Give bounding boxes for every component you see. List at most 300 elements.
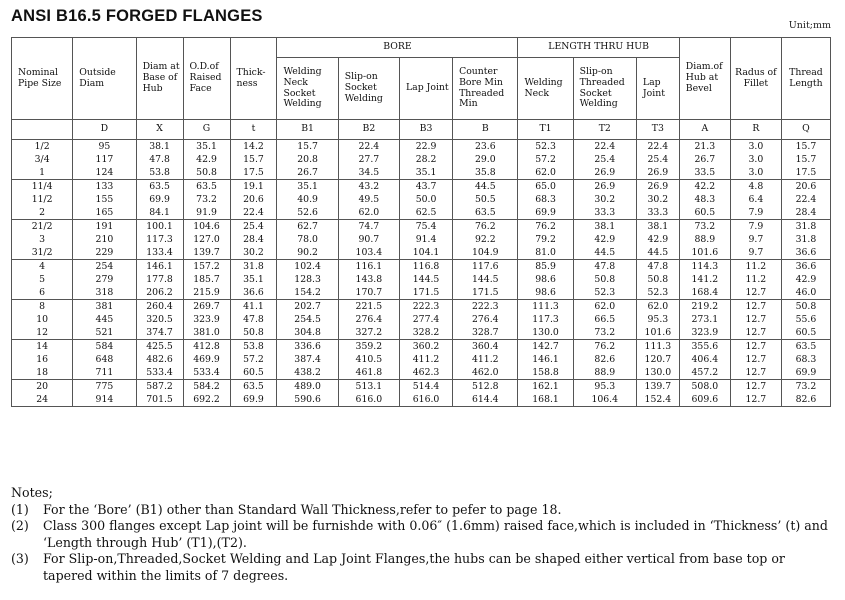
cell-value: 141.2 (691, 274, 719, 285)
header-length-thru-hub: LENGTH THRU HUB (518, 38, 679, 58)
cell-value: 104.9 (471, 247, 499, 258)
cell-value: 95.3 (594, 381, 616, 392)
cell-value: 52.3 (594, 287, 616, 298)
header-nominal-pipe-size: Nominal Pipe Size (12, 38, 73, 120)
table-cell (338, 300, 399, 340)
cell-value: 2 (39, 207, 46, 218)
table-cell (338, 380, 399, 407)
table-cell (73, 300, 136, 340)
cell-value: 12.7 (745, 287, 767, 298)
cell-value: 116.1 (355, 261, 383, 272)
cell-value: 95.3 (647, 314, 669, 325)
cell-value: 34.5 (358, 167, 380, 178)
cell-value: 30.2 (647, 194, 669, 205)
symbol-cell: B2 (338, 120, 399, 140)
cell-value: 42.9 (795, 274, 817, 285)
table-cell (781, 300, 830, 340)
table-cell (518, 380, 573, 407)
table-cell (230, 260, 277, 300)
cell-value: 60.5 (795, 327, 817, 338)
cell-value: 21/2 (31, 221, 53, 232)
cell-value: 73.2 (795, 381, 817, 392)
cell-value: 152.4 (644, 394, 672, 405)
symbol-cell: R (730, 120, 781, 140)
table-cell (338, 260, 399, 300)
cell-value: 12.7 (745, 354, 767, 365)
size-group-row (12, 220, 831, 260)
cell-value: 91.4 (415, 234, 437, 245)
cell-value: 469.9 (193, 354, 220, 365)
cell-value: 17.5 (243, 167, 264, 178)
cell-value: 381.0 (193, 327, 220, 338)
table-cell (730, 180, 781, 220)
cell-value: 127.0 (193, 234, 220, 245)
table-cell (636, 260, 679, 300)
cell-value: 219.2 (691, 301, 719, 312)
cell-value: 50.5 (474, 194, 496, 205)
cell-value: 438.2 (294, 367, 321, 378)
cell-value: 304.8 (294, 327, 321, 338)
cell-value: 69.9 (535, 207, 556, 218)
table-cell (183, 300, 230, 340)
cell-value: 35.8 (474, 167, 496, 178)
cell-value: 14 (36, 341, 49, 352)
cell-value: 75.4 (415, 221, 437, 232)
table-cell (518, 220, 573, 260)
cell-value: 279 (95, 274, 114, 285)
table-cell (73, 260, 136, 300)
cell-value: 22.4 (594, 141, 616, 152)
cell-value: 139.7 (644, 381, 672, 392)
table-cell (781, 180, 830, 220)
cell-value: 22.4 (243, 207, 264, 218)
cell-value: 146.1 (532, 354, 559, 365)
cell-value: 3.0 (748, 154, 764, 165)
table-cell (277, 300, 338, 340)
cell-value: 73.2 (196, 194, 217, 205)
note-number: (2) (11, 518, 29, 533)
symbol-cell: t (230, 120, 277, 140)
cell-value: 336.6 (294, 341, 321, 352)
cell-value: 14.2 (243, 141, 264, 152)
table-cell (183, 220, 230, 260)
cell-value: 76.2 (594, 341, 616, 352)
table-cell (730, 260, 781, 300)
cell-value: 101.6 (691, 247, 719, 258)
cell-value: 42.9 (196, 154, 217, 165)
table-cell (230, 300, 277, 340)
header-bore: BORE (277, 38, 518, 58)
cell-value: 53.8 (243, 341, 264, 352)
header-bore-b3: Lap Joint (400, 58, 453, 120)
cell-value: 42.2 (694, 181, 716, 192)
cell-value: 117.3 (146, 234, 173, 245)
cell-value: 26.9 (594, 167, 616, 178)
table-cell (679, 380, 730, 407)
cell-value: 276.4 (471, 314, 499, 325)
cell-value: 29.0 (474, 154, 496, 165)
cell-value: 9.7 (748, 234, 764, 245)
header-length-t3: Lap Joint (636, 58, 679, 120)
cell-value: 165 (95, 207, 114, 218)
cell-value: 40.9 (297, 194, 318, 205)
cell-value: 31/2 (31, 247, 53, 258)
cell-value: 616.0 (412, 394, 440, 405)
cell-value: 229 (95, 247, 114, 258)
cell-value: 168.4 (691, 287, 719, 298)
cell-value: 185.7 (193, 274, 220, 285)
table-cell (338, 180, 399, 220)
cell-value: 82.6 (795, 394, 817, 405)
cell-value: 25.4 (647, 154, 669, 165)
table-cell (679, 220, 730, 260)
cell-value: 412.8 (193, 341, 220, 352)
cell-value: 222.3 (471, 301, 499, 312)
cell-value: 36.6 (795, 261, 817, 272)
cell-value: 445 (95, 314, 114, 325)
cell-value: 46.0 (795, 287, 817, 298)
cell-value: 277.4 (412, 314, 440, 325)
cell-value: 411.2 (471, 354, 499, 365)
cell-value: 91.9 (196, 207, 217, 218)
notes-heading: Notes; (11, 485, 53, 500)
header-od-raised-face: O.D.of Raised Face (183, 38, 230, 120)
cell-value: 154.2 (294, 287, 321, 298)
cell-value: 22.4 (647, 141, 669, 152)
cell-value: 360.4 (471, 341, 499, 352)
cell-value: 15.7 (795, 154, 817, 165)
table-cell (277, 180, 338, 220)
table-cell (636, 220, 679, 260)
cell-value: 20.8 (297, 154, 318, 165)
table-cell (636, 180, 679, 220)
table-cell (781, 260, 830, 300)
table-cell (518, 140, 573, 180)
cell-value: 36.6 (795, 247, 817, 258)
cell-value: 461.8 (355, 367, 383, 378)
cell-value: 31.8 (795, 234, 817, 245)
cell-value: 355.6 (691, 341, 719, 352)
cell-value: 3.0 (748, 141, 764, 152)
table-cell (573, 300, 636, 340)
table-cell (277, 220, 338, 260)
cell-value: 323.9 (193, 314, 220, 325)
cell-value: 15.7 (297, 141, 318, 152)
cell-value: 88.9 (694, 234, 716, 245)
cell-value: 7.9 (748, 221, 764, 232)
table-cell (230, 340, 277, 380)
table-cell (781, 380, 830, 407)
table-cell (573, 380, 636, 407)
cell-value: 3/4 (34, 154, 50, 165)
cell-value: 111.3 (644, 341, 672, 352)
cell-value: 33.5 (694, 167, 716, 178)
cell-value: 50.0 (415, 194, 437, 205)
table-cell (136, 380, 183, 407)
cell-value: 914 (95, 394, 114, 405)
cell-value: 221.5 (355, 301, 383, 312)
cell-value: 508.0 (691, 381, 719, 392)
cell-value: 69.9 (243, 394, 264, 405)
table-cell (73, 380, 136, 407)
cell-value: 24 (36, 394, 49, 405)
cell-value: 775 (95, 381, 114, 392)
cell-value: 406.4 (691, 354, 719, 365)
cell-value: 146.1 (146, 261, 173, 272)
symbol-row (12, 120, 831, 140)
cell-value: 457.2 (691, 367, 719, 378)
cell-value: 28.4 (243, 234, 264, 245)
size-group-row (12, 300, 831, 340)
symbol-cell: A (679, 120, 730, 140)
cell-value: 43.7 (415, 181, 437, 192)
cell-value: 33.3 (594, 207, 616, 218)
table-cell (730, 340, 781, 380)
cell-value: 20 (36, 381, 49, 392)
cell-value: 78.0 (297, 234, 318, 245)
table-cell (338, 340, 399, 380)
cell-value: 425.5 (146, 341, 173, 352)
table-cell (636, 300, 679, 340)
cell-value: 12.7 (745, 394, 767, 405)
symbol-cell: T2 (573, 120, 636, 140)
cell-value: 12.7 (745, 301, 767, 312)
cell-value: 590.6 (294, 394, 321, 405)
cell-value: 60.5 (694, 207, 716, 218)
symbol-cell: B3 (400, 120, 453, 140)
cell-value: 462.3 (412, 367, 440, 378)
table-cell (679, 300, 730, 340)
cell-value: 28.4 (795, 207, 817, 218)
cell-value: 76.2 (535, 221, 556, 232)
cell-value: 38.1 (594, 221, 616, 232)
cell-value: 26.7 (694, 154, 716, 165)
cell-value: 11.2 (745, 274, 767, 285)
cell-value: 63.5 (196, 181, 217, 192)
cell-value: 482.6 (146, 354, 173, 365)
table-cell (730, 380, 781, 407)
table-cell (518, 340, 573, 380)
cell-value: 11/2 (31, 194, 53, 205)
cell-value: 513.1 (355, 381, 383, 392)
page-title: ANSI B16.5 FORGED FLANGES (11, 7, 263, 25)
cell-value: 49.5 (358, 194, 380, 205)
table-cell (230, 220, 277, 260)
cell-value: 44.5 (474, 181, 496, 192)
note-item (11, 502, 836, 519)
header-diam-base-hub: Diam at Base of Hub (136, 38, 183, 120)
table-cell (730, 220, 781, 260)
table-cell (136, 220, 183, 260)
table-cell (573, 140, 636, 180)
cell-value: 104.1 (412, 247, 440, 258)
cell-value: 42.9 (647, 234, 669, 245)
cell-value: 318 (95, 287, 114, 298)
cell-value: 130.0 (644, 367, 672, 378)
cell-value: 19.1 (243, 181, 264, 192)
cell-value: 41.1 (243, 301, 264, 312)
cell-value: 90.2 (297, 247, 318, 258)
cell-value: 692.2 (193, 394, 220, 405)
table-cell (136, 340, 183, 380)
cell-value: 35.1 (415, 167, 437, 178)
symbol-cell: T1 (518, 120, 573, 140)
table-cell (400, 140, 453, 180)
cell-value: 27.7 (358, 154, 380, 165)
cell-value: 44.5 (647, 247, 669, 258)
header-length-t2: Slip-on Threaded Socket Welding (573, 58, 636, 120)
note-text: For the ‘Bore’ (B1) other than Standard Wall Thickness,refer to pefer to page 18. (43, 501, 562, 517)
table-cell (183, 340, 230, 380)
cell-value: 117 (95, 154, 114, 165)
cell-value: 584.2 (193, 381, 220, 392)
table-cell (12, 140, 73, 180)
cell-value: 133.4 (146, 247, 173, 258)
table-cell (573, 180, 636, 220)
cell-value: 1 (39, 167, 46, 178)
cell-value: 155 (95, 194, 114, 205)
table-cell (679, 140, 730, 180)
table-cell (453, 300, 518, 340)
cell-value: 63.5 (795, 341, 817, 352)
cell-value: 76.2 (474, 221, 496, 232)
cell-value: 30.2 (594, 194, 616, 205)
cell-value: 12.7 (745, 381, 767, 392)
cell-value: 157.2 (193, 261, 220, 272)
cell-value: 23.6 (474, 141, 496, 152)
table-cell (183, 180, 230, 220)
cell-value: 142.7 (532, 341, 559, 352)
cell-value: 62.0 (647, 301, 669, 312)
table-cell (573, 340, 636, 380)
cell-value: 512.8 (471, 381, 499, 392)
header-bore-b: Counter Bore Min Threaded Min (453, 58, 518, 120)
header-bore-b1: Welding Neck Socket Welding (277, 58, 338, 120)
table-cell (400, 220, 453, 260)
table-cell (73, 140, 136, 180)
cell-value: 30.2 (243, 247, 264, 258)
cell-value: 273.1 (691, 314, 719, 325)
cell-value: 42.9 (594, 234, 616, 245)
cell-value: 95 (98, 141, 111, 152)
symbol-cell: D (73, 120, 136, 140)
header-bore-b2: Slip-on Socket Welding (338, 58, 399, 120)
table-cell (136, 260, 183, 300)
cell-value: 12 (36, 327, 49, 338)
table-cell (277, 380, 338, 407)
cell-value: 170.7 (355, 287, 383, 298)
cell-value: 11/4 (31, 181, 53, 192)
cell-value: 648 (95, 354, 114, 365)
cell-value: 35.1 (243, 274, 264, 285)
cell-value: 222.3 (412, 301, 440, 312)
cell-value: 410.5 (355, 354, 383, 365)
table-cell (679, 260, 730, 300)
cell-value: 52.6 (297, 207, 318, 218)
cell-value: 25.4 (243, 221, 264, 232)
cell-value: 15.7 (243, 154, 264, 165)
cell-value: 9.7 (748, 247, 764, 258)
cell-value: 711 (95, 367, 114, 378)
cell-value: 12.7 (745, 327, 767, 338)
cell-value: 117.6 (471, 261, 499, 272)
cell-value: 533.4 (146, 367, 173, 378)
cell-value: 11.2 (745, 261, 767, 272)
table-cell (183, 140, 230, 180)
cell-value: 614.4 (471, 394, 499, 405)
table-cell (12, 380, 73, 407)
table-body (12, 140, 831, 407)
size-group-row (12, 260, 831, 300)
cell-value: 35.1 (297, 181, 318, 192)
cell-value: 21.3 (694, 141, 716, 152)
cell-value: 701.5 (146, 394, 173, 405)
header-length-t1: Welding Neck (518, 58, 573, 120)
note-number: (1) (11, 501, 29, 517)
symbol-cell: Q (781, 120, 830, 140)
cell-value: 88.9 (594, 367, 616, 378)
cell-value: 68.3 (535, 194, 556, 205)
table-cell (518, 180, 573, 220)
table-cell (136, 180, 183, 220)
cell-value: 73.2 (694, 221, 716, 232)
cell-value: 63.5 (149, 181, 170, 192)
cell-value: 104.6 (193, 221, 220, 232)
table-cell (679, 340, 730, 380)
cell-value: 327.2 (355, 327, 383, 338)
header-outside-diam: Outside Diam (73, 38, 136, 120)
cell-value: 387.4 (294, 354, 321, 365)
table-cell (183, 380, 230, 407)
cell-value: 276.4 (355, 314, 383, 325)
cell-value: 18 (36, 367, 49, 378)
cell-value: 22.4 (795, 194, 817, 205)
cell-value: 489.0 (294, 381, 321, 392)
cell-value: 6 (39, 287, 46, 298)
cell-value: 328.2 (412, 327, 440, 338)
table-cell (781, 220, 830, 260)
table-cell (730, 140, 781, 180)
cell-value: 26.9 (594, 181, 616, 192)
table-cell (277, 340, 338, 380)
symbol-cell: X (136, 120, 183, 140)
table-cell (12, 340, 73, 380)
note-text: Class 300 flanges except Lap joint will be furnishde with 0.06″ (1.6mm) raised face,which is included in ‘Thickness’ (t) and ‘Length through Hub’ (T1),(T2). (43, 518, 828, 550)
cell-value: 144.5 (412, 274, 440, 285)
cell-value: 74.7 (358, 221, 380, 232)
cell-value: 62.0 (358, 207, 380, 218)
cell-value: 84.1 (149, 207, 170, 218)
cell-value: 31.8 (795, 221, 817, 232)
cell-value: 68.3 (795, 354, 817, 365)
cell-value: 47.8 (594, 261, 616, 272)
cell-value: 50.8 (795, 301, 817, 312)
table-cell (400, 260, 453, 300)
symbol-cell-blank (12, 120, 73, 140)
cell-value: 260.4 (146, 301, 173, 312)
table-cell (453, 140, 518, 180)
cell-value: 144.5 (471, 274, 499, 285)
cell-value: 52.3 (647, 287, 669, 298)
cell-value: 411.2 (412, 354, 440, 365)
table-cell (636, 380, 679, 407)
cell-value: 12.7 (745, 314, 767, 325)
cell-value: 55.6 (795, 314, 817, 325)
cell-value: 584 (95, 341, 114, 352)
cell-value: 4.8 (748, 181, 764, 192)
cell-value: 50.8 (243, 327, 264, 338)
cell-value: 116.8 (412, 261, 440, 272)
